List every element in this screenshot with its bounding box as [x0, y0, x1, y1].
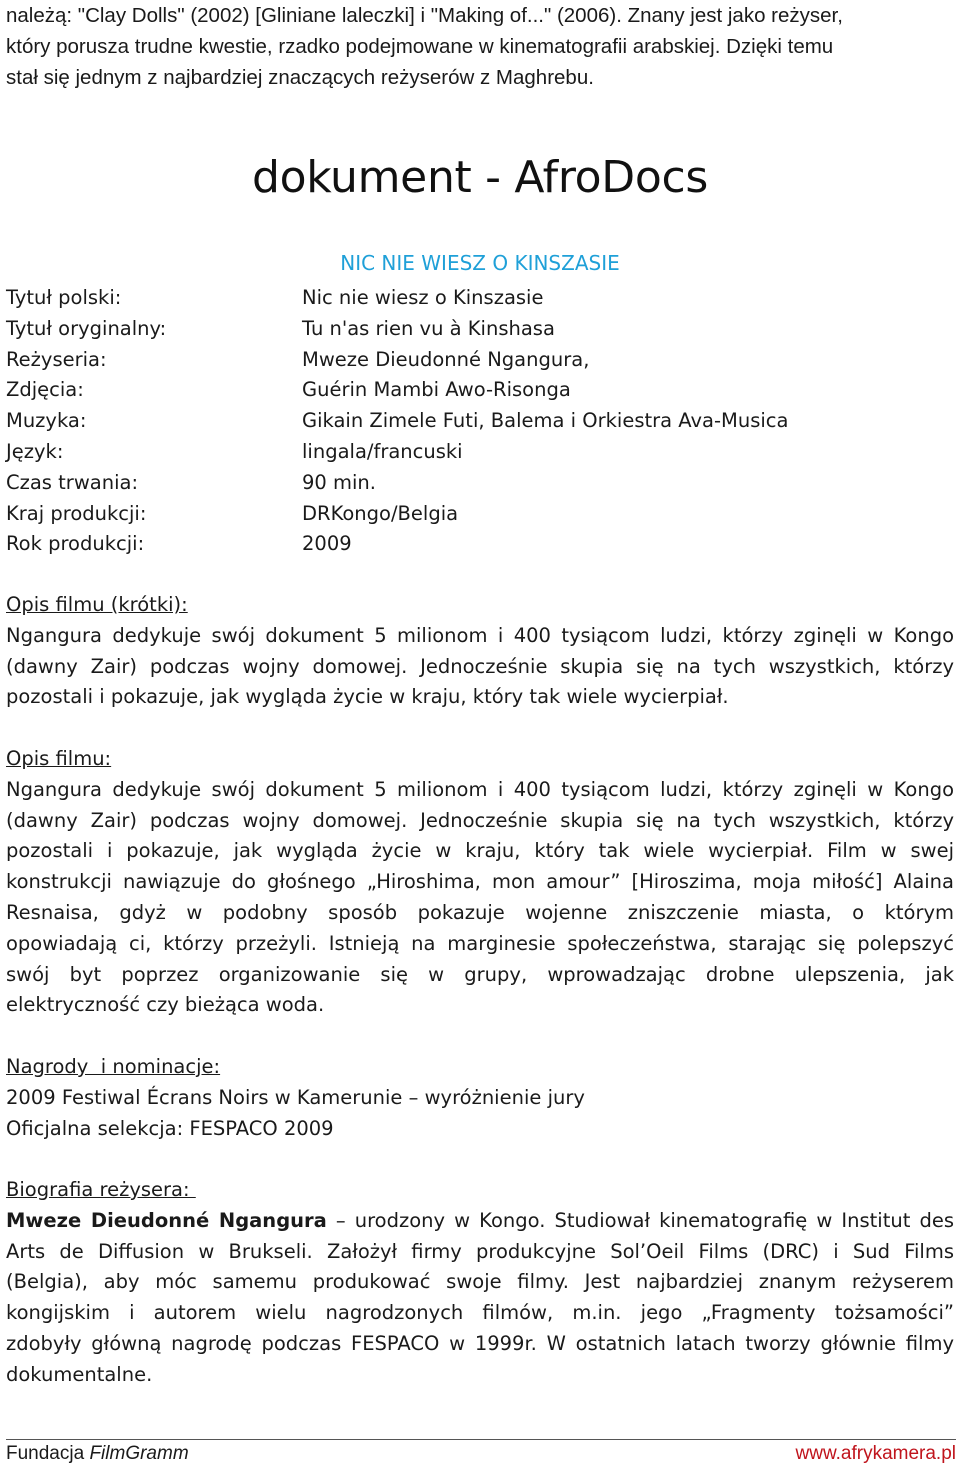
- info-label: Kraj produkcji:: [6, 501, 147, 525]
- film-title: NIC NIE WIESZ O KINSZASIE: [340, 251, 620, 275]
- footer-website-link[interactable]: www.afrykamera.pl: [795, 1443, 956, 1464]
- info-value: Mweze Dieudonné Ngangura,: [302, 347, 590, 371]
- info-label: Czas trwania:: [6, 470, 139, 494]
- footer-org-name: FilmGramm: [89, 1443, 189, 1464]
- paragraph-line: pozostali i pokazuje, jak wygląda życie w kraju, który tak wiele wycierpiał. Film w swej: [6, 839, 954, 863]
- info-value: Nic nie wiesz o Kinszasie: [302, 286, 544, 309]
- short-description-heading: Opis filmu (krótki):: [6, 593, 188, 616]
- section-title: dokument - AfroDocs: [251, 152, 709, 203]
- info-label: Język:: [6, 439, 64, 463]
- award-item: 2009 Festiwal Écrans Noirs w Kamerunie – wyróżnienie jury: [6, 1085, 585, 1109]
- paragraph-line: [6, 1206, 954, 1237]
- paragraph-line: pozostali i pokazuje, jak wygląda życie w kraju, który tak wiele wycierpiał.: [6, 685, 729, 709]
- info-label: Tytuł oryginalny:: [6, 316, 167, 340]
- info-label: Muzyka:: [6, 409, 87, 433]
- paragraph-line: (dawny Zair) podczas wojny domowej. Jednocześnie skupia się na tych wszystkich, którzy: [6, 654, 954, 678]
- info-value: lingala/francuski: [302, 439, 463, 463]
- paragraph-line: Ngangura dedykuje swój dokument 5 milionom i 400 tysiącom ludzi, którzy zginęli w Kongo: [6, 777, 954, 801]
- info-value: 90 min.: [302, 470, 376, 494]
- intro-line: należą: "Clay Dolls" (2002) [Gliniane laleczki] i "Making of..." (2006). Znany jest jako reżyser,: [6, 4, 843, 27]
- paragraph-line: (dawny Zair) podczas wojny domowej. Jednocześnie skupia się na tych wszystkich, którzy: [6, 808, 954, 832]
- intro-line: stał się jednym z najbardziej znaczących reżyserów z Maghrebu.: [6, 66, 594, 89]
- awards-heading: Nagrody i nominacje:: [6, 1055, 221, 1078]
- paragraph-line: konstrukcji nawiązuje do głośnego „Hiroshima, mon amour” [Hiroszima, moja miłość] Alaina: [6, 870, 954, 894]
- bio-heading: Biografia reżysera:: [6, 1178, 196, 1201]
- info-value: DRKongo/Belgia: [302, 501, 459, 525]
- info-label: Tytuł polski:: [6, 286, 122, 309]
- director-bio: [6, 1175, 954, 1391]
- long-description: [6, 744, 954, 1021]
- bio-first-line: – urodzony w Kongo. Studiował kinematografię w Institut des: [326, 1208, 954, 1232]
- info-label: Rok produkcji:: [6, 532, 145, 556]
- paragraph-line: Ngangura dedykuje swój dokument 5 milionom i 400 tysiącom ludzi, którzy zginęli w Kongo: [6, 623, 954, 647]
- paragraph-line: swój byt poprzez organizowanie się w grupy, wprowadzając drobne ulepszenia, jak: [6, 962, 954, 986]
- long-description-heading: Opis filmu:: [6, 747, 112, 770]
- paragraph-line: kongijskim i autorem wielu nagrodzonych filmów, m.in. jego „Fragmenty tożsamości”: [6, 1301, 954, 1325]
- paragraph-line: opowiadają ci, którzy przeżyli. Istnieją na marginesie społeczeństwa, starając się polepszyć: [6, 931, 954, 955]
- footer-org-prefix: Fundacja: [6, 1443, 90, 1464]
- info-label: Reżyseria:: [6, 347, 107, 371]
- footer-organization: [6, 1443, 189, 1465]
- info-label: Zdjęcia:: [6, 378, 84, 402]
- paragraph-line: dokumentalne.: [6, 1362, 153, 1386]
- intro-line: który porusza trudne kwestie, rzadko podejmowane w kinematografii arabskiej. Dzięki temu: [6, 35, 834, 58]
- awards-section: [6, 1052, 954, 1144]
- info-value: Guérin Mambi Awo-Risonga: [302, 378, 571, 402]
- director-name: Mweze Dieudonné Ngangura: [6, 1208, 327, 1232]
- paragraph-line: Resnaisa, gdyż w podobny sposób pokazuje wojenne zniszczenie miasta, o którym: [6, 900, 954, 924]
- info-value: Gikain Zimele Futi, Balema i Orkiestra Ava-Musica: [302, 409, 789, 433]
- info-value: 2009: [302, 532, 352, 556]
- intro-paragraph: [6, 0, 956, 93]
- short-description: [6, 590, 954, 713]
- paragraph-line: elektryczność czy bieżąca woda.: [6, 993, 325, 1017]
- info-value: Tu n'as rien vu à Kinshasa: [302, 316, 555, 340]
- page-footer: [6, 1439, 956, 1466]
- paragraph-line: zdobyły główną nagrodę podczas FESPACO w 1999r. W ostatnich latach tworzy głównie filmy: [6, 1331, 954, 1355]
- paragraph-line: Arts de Diffusion w Brukseli. Założył firmy produkcyjne Sol’Oeil Films (DRC) i Sud Films: [6, 1239, 954, 1263]
- paragraph-line: (Belgia), aby móc samemu produkować swoje filmy. Jest najbardziej znanym reżyserem: [6, 1270, 954, 1294]
- award-item: Oficjalna selekcja: FESPACO 2009: [6, 1116, 334, 1140]
